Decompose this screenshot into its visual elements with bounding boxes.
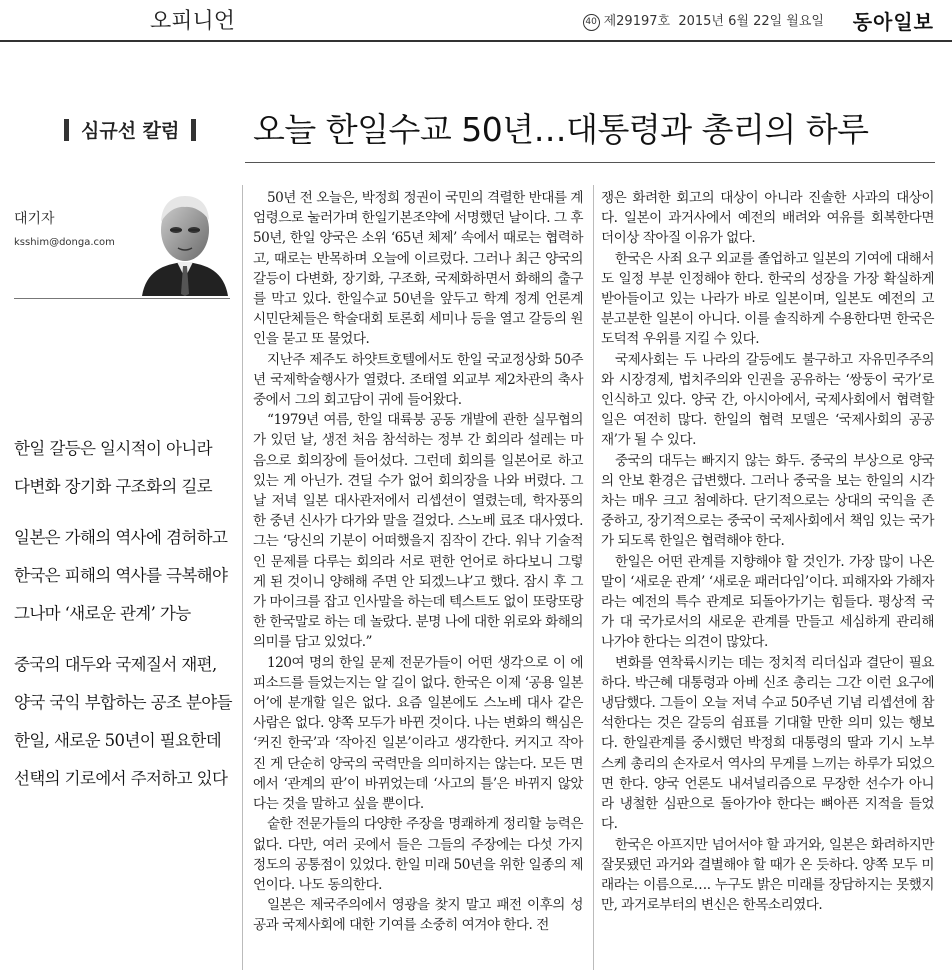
body-paragraph: 한일은 어떤 관계를 지향해야 할 것인가. 가장 많이 나온 말이 ‘새로운 관계’ ‘새로운 패러다임’이다. 피해자와 가해자라는 예전의 특수 관계로 되돌아가기는 힘들다. 평상적 국가 대 국가로서의 새로운 관계를 만들고 세심하게 관리해 나가야 한다는 의견이 많았다. — [601, 553, 934, 651]
subhead-line: 선택의 기로에서 주저하고 있다 — [14, 769, 228, 788]
issue-info — [583, 10, 824, 31]
author-email: ksshim@donga.com — [14, 237, 115, 248]
author-photo — [140, 186, 230, 296]
subhead-group — [14, 519, 234, 633]
body-paragraph: 변화를 연착륙시키는 데는 정치적 리더십과 결단이 필요하다. 박근혜 대통령과 아베 신조 총리는 그간 이런 요구에 냉담했다. 그들이 오늘 저녁 수교 50주년 기념 리셉션에 참석한다는 것은 갈등의 쉼표를 기대할 만한 의미 있는 행보다. 한일관계를 중시했던 박정희 대통령의 딸과 기시 노부스케 총리의 손자로서 역사의 무게를 느끼는 하루가 되었으면 한다. 양국 언론도 내셔널리즘으로 무장한 선수가 아니라 냉철한 심판으로 돌아가야 한다는 뼈아픈 지적을 들었다. — [601, 654, 934, 833]
body-paragraph: 지난주 제주도 하얏트호텔에서도 한일 국교정상화 50주년 국제학술행사가 열렸다. 조태열 외교부 제2차관의 축사 중에서 그의 회고담이 귀에 들어왔다. — [253, 351, 583, 409]
body-paragraph: “1979년 여름, 한일 대륙붕 공동 개발에 관한 실무협의가 있던 날, 생전 처음 참석하는 정부 간 회의라 설레는 마음으로 회의장에 들어섰다. 그런데 회의를 일본어로 하고 있는 게 아닌가. 견딜 수가 없어 회의장을 나와 버렸다. 그날 저녁 일본 대사관저에서 리셉션이 열렸는데, 학자풍의 한 중년 신사가 다가와 말을 걸었다. 스노베 료조 대사였다. 그는 ‘당신의 기분이 어떠했을지 짐작이 간다. 워낙 기술적인 문제를 다루는 회의라 서로 편한 언어로 하다보니 그렇게 된 것이니 양해해 주면 안 되겠느냐’고 했다. 잠시 후 그가 마이크를 잡고 인사말을 하는데 텍스트도 없이 또랑또랑한 한국말로 하는 데 놀랐다. 분명 나에 대한 위로와 화해의 의미를 담고 있었다.” — [253, 412, 583, 651]
column-bar-left — [64, 119, 69, 141]
body-paragraph: 숱한 전문가들의 다양한 주장을 명쾌하게 정리할 능력은 없다. 다만, 여러 곳에서 들은 그들의 주장에는 다섯 가지 정도의 공통점이 있었다. 한일 미래 50년을 위한 일종의 제언이다. 나도 동의한다. — [253, 816, 583, 893]
page-number: 40 — [583, 14, 600, 31]
subhead-line: 일본은 가해의 역사에 겸허하고 — [14, 528, 228, 547]
header-rule — [0, 40, 952, 42]
subhead-group — [14, 430, 234, 506]
subhead-line: 다변화 장기화 구조화의 길로 — [14, 477, 213, 496]
body-paragraph: 일본은 제국주의에서 영광을 찾지 말고 패전 이후의 성공과 국제사회에 대한 기여를 소중히 여겨야 한다. 전 — [253, 897, 583, 934]
body-column-1 — [253, 188, 583, 936]
column-bar-right — [191, 119, 196, 141]
body-paragraph: 한국은 아프지만 넘어서야 할 과거와, 일본은 화려하지만 잘못됐던 과거와 결별해야 할 때가 온 듯하다. 양쪽 모두 미래라는 이름으로…. 누구도 밝은 미래를 장담하지는 못했지만, 과거로부터의 변신은 한목소리였다. — [601, 836, 934, 914]
column-name-text: 심규선 칼럼 — [81, 120, 180, 142]
issue-date: 2015년 6월 22일 월요일 — [678, 14, 824, 29]
author-title: 대기자 — [14, 211, 55, 227]
column-divider — [593, 185, 594, 970]
body-paragraph: 50년 전 오늘은, 박정희 정권이 국민의 격렬한 반대를 계엄령으로 눌러가며 한일기본조약에 서명했던 날이다. 그 후 50년, 한일 양국은 소위 ‘65년 체제’ 속에서 때로는 협력하고, 때로는 반목하며 오늘에 이르렀다. 그러나 최근 양국의 갈등이 다변화, 장기화, 구조화, 국제화하면서 화해의 출구를 막고 있다. 한일수교 50년을 앞두고 학계 정계 언론계 시민단체들은 학술대회 토론회 세미나 등을 열고 갈등의 원인을 묻고 또 물었다. — [253, 190, 583, 348]
body-paragraph: 중국의 대두는 빠지지 않는 화두. 중국의 부상으로 양국의 안보 환경은 급변했다. 그러나 중국을 보는 한일의 시각차는 매우 크고 첨예하다. 단기적으로는 상대의 국익을 존중하고, 장기적으로는 중국이 국제사회에서 책임 있는 국가가 되도록 한일은 협력해야 한다. — [601, 452, 934, 550]
subhead-line: 중국의 대두와 국제질서 재편, — [14, 655, 217, 674]
column-name — [52, 116, 208, 143]
section-title: 오피니언 — [150, 9, 236, 34]
page-header — [0, 0, 952, 42]
body-paragraph: 국제사회는 두 나라의 갈등에도 불구하고 자유민주주의와 시장경제, 법치주의와 인권을 공유하는 ‘쌍둥이 국가’로 인식하고 있다. 양국 간, 아시아에서, 국제사회에서 협력할 일은 여전히 많다. 한일의 협력 모델은 ‘국제사회의 공공재’가 될 수 있다. — [601, 351, 934, 449]
body-column-2 — [601, 188, 934, 915]
issue-number: 제29197호 — [603, 14, 671, 29]
subhead-line: 한일, 새로운 50년이 필요한데 — [14, 731, 222, 750]
author-box — [14, 186, 230, 299]
newspaper-logo: 동아일보 — [852, 10, 934, 34]
column-divider — [242, 185, 243, 970]
subhead-line: 양국 국익 부합하는 공조 분야들 — [14, 693, 232, 712]
subhead-line: 한일 갈등은 일시적이 아니라 — [14, 439, 213, 458]
headline: 오늘 한일수교 50년…대통령과 총리의 하루 — [253, 110, 869, 149]
subhead-line: 그나마 ‘새로운 관계’ 가능 — [14, 604, 191, 623]
body-paragraph: 쟁은 화려한 회고의 대상이 아니라 진솔한 사과의 대상이다. 일본이 과거사에서 예전의 배려와 여유를 회복한다면 더이상 작아질 이유가 없다. — [601, 190, 934, 247]
headline-rule — [245, 162, 935, 163]
subheads — [14, 430, 234, 811]
body-paragraph: 120여 명의 한일 문제 전문가들이 어떤 생각으로 이 에피소드를 들었는지는 알 길이 없다. 한국은 이제 ‘공용 일본어’에 분개할 일은 없다. 요즘 일본에도 스노베 대사 같은 사람은 없다. 양쪽 모두가 바뀐 것이다. 나는 변화의 핵심은 ‘커진 한국’과 ‘작아진 일본’이라고 생각한다. 커지고 작아진 게 단순히 양국의 국력만을 의미하지는 않는다. 모든 면에서 ‘관계의 판’이 바뀌었는데 ‘사고의 틀’은 바뀌지 않았다는 것을 말하고 싶을 뿐이다. — [253, 654, 583, 813]
body-paragraph: 한국은 사죄 요구 외교를 졸업하고 일본의 기여에 대해서도 일정 부분 인정해야 한다. 한국의 성장을 가장 확실하게 받아들이고 있는 나라가 바로 일본이며, 일본도 예전의 고분고분한 일본이 아니다. 이를 솔직하게 수용한다면 한국은 도덕적 우위를 지킬 수 있다. — [601, 250, 934, 348]
subhead-group — [14, 646, 234, 798]
subhead-line: 한국은 피해의 역사를 극복해야 — [14, 566, 228, 585]
